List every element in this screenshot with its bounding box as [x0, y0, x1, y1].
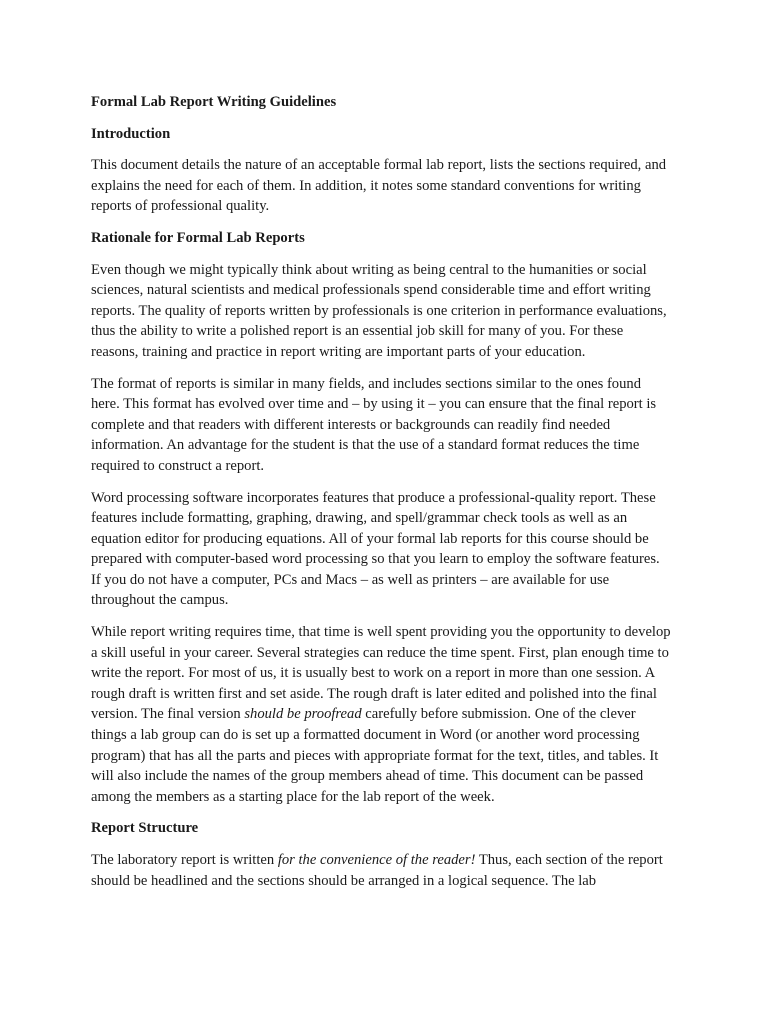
paragraph-rationale-2: The format of reports is similar in many fields, and includes sections similar to the ones found here. This format has evolved over time and – by using it – you can ensure that the final report is complete and that readers with different interests or backgrounds can readily find needed information. An advantage for the student is that the use of a standard format reduces the time required to construct a report.	[91, 375, 657, 474]
paragraph-rationale-4	[91, 622, 671, 807]
section-heading-report-structure: Report Structure	[91, 820, 199, 837]
section-heading-rationale: Rationale for Formal Lab Reports	[91, 229, 305, 246]
paragraph-rationale-3: Word processing software incorporates features that produce a professional-quality report. These features include formatting, graphing, drawing, and spell/grammar check tools as well as an equation editor for producing equations. All of your formal lab reports for this course should be prepared with computer-based word processing so that you learn to employ the software features. If you do not have a computer, PCs and Macs – as well as printers – are available for use throughout the campus.	[91, 489, 660, 609]
document-body	[91, 92, 671, 902]
paragraph-rationale-4-text-end: carefully before submission. One of the clever things a lab group can do is set up a formatted document in Word (or another word processing program) that has all the parts and pieces with appropriate format for the text, titles, and tables. It will also include the names of the group members ahead of time. This document can be passed among the members as a starting place for the lab report of the week.	[91, 706, 659, 805]
document-title: Formal Lab Report Writing Guidelines	[91, 94, 337, 110]
paragraph-rationale-1: Even though we might typically think about writing as being central to the humanities or social sciences, natural scientists and medical professionals spend considerable time and effort writing reports. The quality of reports written by professionals is one criterion in performance evaluations, thus the ability to write a polished report is an essential job skill for many of you. For these reasons, training and practice in report writing are important parts of your education.	[91, 261, 667, 360]
paragraph-rationale-4-text-start: While report writing requires time, that time is well spent providing you the opportunity to develop a skill useful in your career. Several strategies can reduce the time spent. First, plan enough time to write the report. For most of us, it is usually best to work on a report in more than one session. A rough draft is written first and set aside. The rough draft is later edited and polished into the final version. The final version	[91, 624, 671, 723]
paragraph-report-structure-text-end: Thus, each section of the report should be headlined and the sections should be arranged in a logical sequence. The lab	[91, 852, 663, 889]
paragraph-introduction: This document details the nature of an acceptable formal lab report, lists the sections required, and explains the need for each of them. In addition, it notes some standard conventions for writing reports of professional quality.	[91, 157, 667, 215]
emphasis-proofread: should be proofread	[244, 706, 362, 723]
emphasis-convenience-of-reader: for the convenience of the reader!	[277, 852, 476, 868]
paragraph-report-structure	[91, 850, 671, 891]
section-heading-introduction: Introduction	[91, 125, 171, 142]
paragraph-report-structure-text-start: The laboratory report is written	[91, 852, 278, 868]
